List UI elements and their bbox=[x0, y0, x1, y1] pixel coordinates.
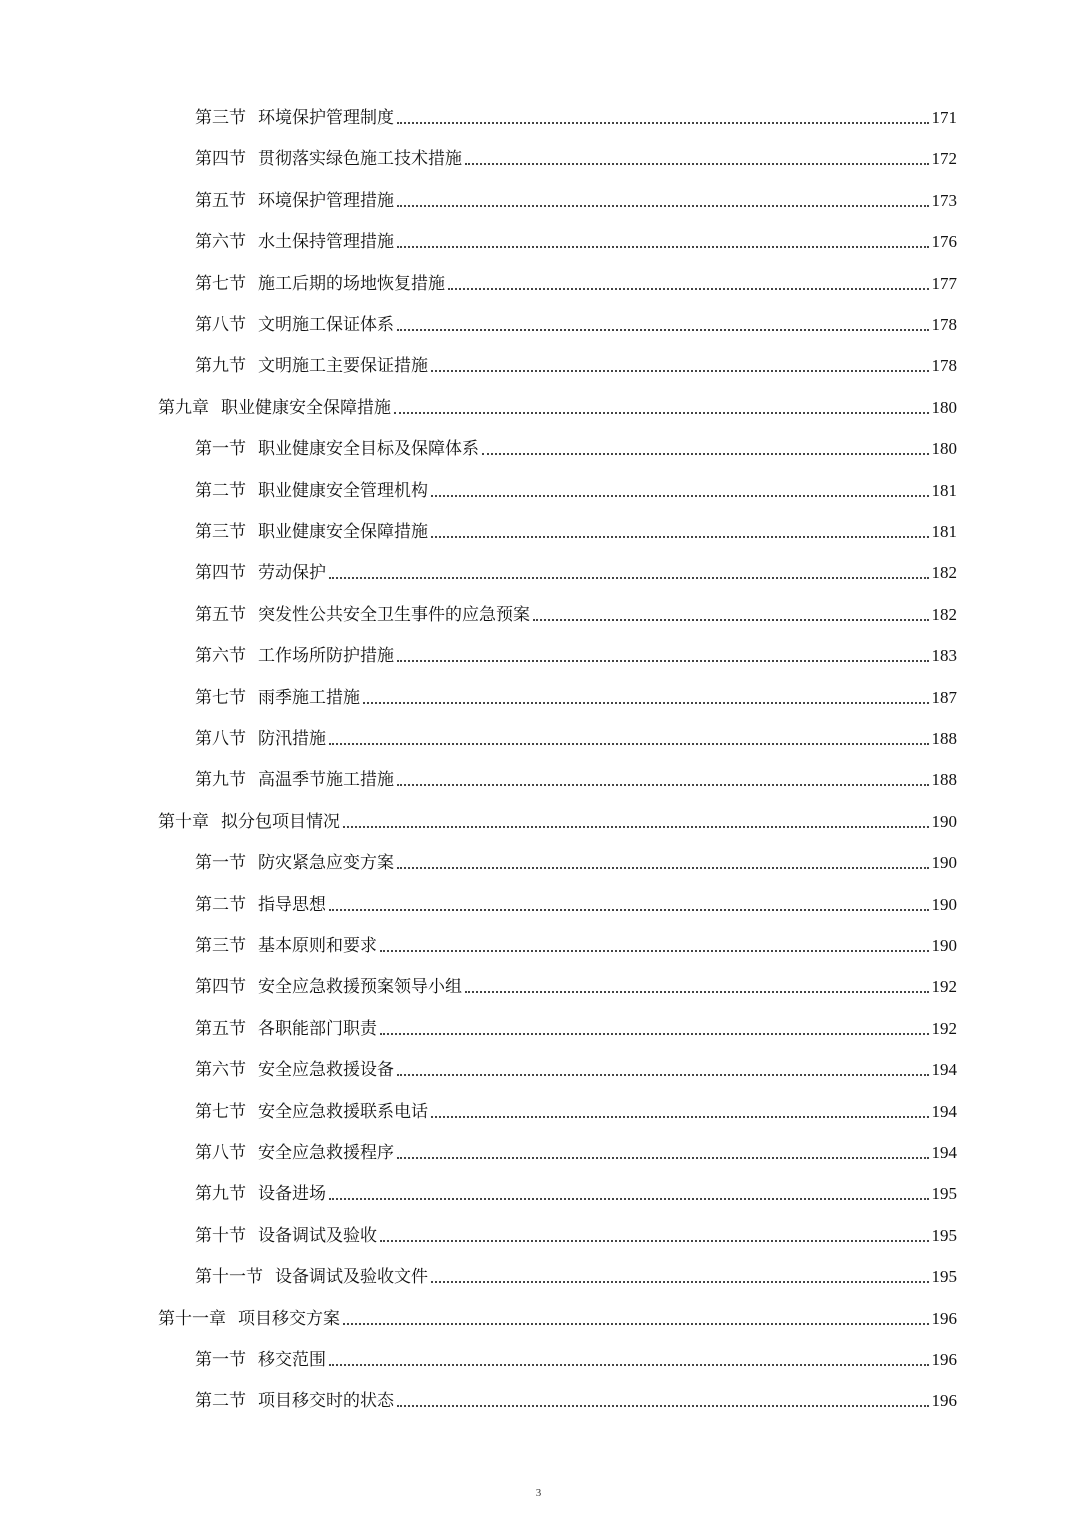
toc-entry-page: 192 bbox=[931, 1018, 957, 1038]
toc-section-entry[interactable] bbox=[195, 1372, 957, 1412]
toc-dot-leader bbox=[465, 990, 929, 993]
toc-dot-leader bbox=[397, 1073, 929, 1076]
toc-entry-number: 第五节 bbox=[195, 1018, 246, 1039]
toc-entry-title: 设备进场 bbox=[258, 1184, 326, 1205]
toc-entry-number: 第四节 bbox=[195, 563, 246, 584]
toc-entry-page: 192 bbox=[931, 977, 957, 997]
toc-entry-title: 基本原则和要求 bbox=[258, 936, 377, 956]
toc-dot-leader bbox=[431, 1280, 929, 1283]
toc-entry-page: 194 bbox=[931, 1101, 957, 1121]
toc-section-entry[interactable] bbox=[195, 958, 957, 998]
toc-entry-number: 第十一章 bbox=[158, 1308, 226, 1329]
toc-section-entry[interactable] bbox=[195, 503, 957, 543]
toc-entry-page: 195 bbox=[931, 1267, 957, 1287]
toc-entry-title: 设备调试及验收 bbox=[258, 1225, 377, 1246]
toc-entry-title: 劳动保护 bbox=[258, 563, 326, 584]
toc-entry-number: 第一节 bbox=[195, 853, 246, 874]
toc-section-entry[interactable] bbox=[195, 917, 957, 957]
toc-dot-leader bbox=[465, 162, 929, 165]
toc-entry-page: 178 bbox=[931, 315, 957, 334]
toc-entry-title: 拟分包项目情况 bbox=[221, 811, 340, 832]
page-number: 3 bbox=[535, 1487, 542, 1499]
toc-dot-leader bbox=[431, 535, 929, 538]
toc-entry-number: 第四节 bbox=[195, 149, 246, 170]
toc-entry-page: 196 bbox=[931, 1350, 957, 1369]
toc-entry-page: 182 bbox=[931, 563, 957, 583]
toc-entry-title: 项目移交时的状态 bbox=[258, 1391, 394, 1412]
toc-dot-leader bbox=[380, 949, 929, 952]
toc-section-entry[interactable] bbox=[195, 586, 957, 626]
toc-entry-title: 职业健康安全保障措施 bbox=[258, 522, 428, 542]
toc-section-entry[interactable] bbox=[195, 1165, 957, 1205]
toc-entry-title: 安全应急救援联系电话 bbox=[258, 1101, 428, 1122]
toc-section-entry[interactable] bbox=[195, 876, 957, 916]
toc-dot-leader bbox=[380, 1239, 929, 1242]
toc-entry-title: 环境保护管理制度 bbox=[258, 108, 394, 128]
toc-entry-number: 第十一节 bbox=[195, 1267, 263, 1288]
toc-entry-title: 职业健康安全管理机构 bbox=[258, 480, 428, 501]
toc-entry-number: 第九节 bbox=[195, 356, 246, 377]
toc-entry-number: 第七节 bbox=[195, 687, 246, 708]
toc-dot-leader bbox=[394, 411, 929, 414]
toc-entry-number: 第九章 bbox=[158, 397, 209, 418]
toc-entry-title: 职业健康安全目标及保障体系 bbox=[258, 439, 479, 460]
toc-section-entry[interactable] bbox=[195, 1041, 957, 1081]
toc-entry-number: 第二节 bbox=[195, 894, 246, 915]
toc-section-entry[interactable] bbox=[195, 1248, 957, 1288]
toc-dot-leader bbox=[533, 618, 929, 621]
toc-entry-number: 第七节 bbox=[195, 273, 246, 294]
toc-entry-title: 设备调试及验收文件 bbox=[275, 1267, 428, 1288]
toc-section-entry[interactable] bbox=[195, 1000, 957, 1040]
toc-dot-leader bbox=[397, 659, 929, 662]
toc-section-entry[interactable] bbox=[195, 751, 957, 791]
toc-dot-leader bbox=[343, 1322, 929, 1325]
toc-entry-page: 194 bbox=[931, 1060, 957, 1080]
toc-entry-title: 文明施工主要保证措施 bbox=[258, 356, 428, 377]
toc-entry-page: 180 bbox=[931, 397, 957, 417]
toc-entry-title: 移交范围 bbox=[258, 1350, 326, 1370]
toc-entry-title: 环境保护管理措施 bbox=[258, 190, 394, 211]
toc-entry-title: 安全应急救援设备 bbox=[258, 1060, 394, 1081]
toc-dot-leader bbox=[397, 328, 929, 331]
toc-entry-title: 贯彻落实绿色施工技术措施 bbox=[258, 149, 462, 170]
toc-entry-page: 188 bbox=[931, 729, 957, 748]
toc-dot-leader bbox=[329, 742, 929, 745]
toc-entry-title: 文明施工保证体系 bbox=[258, 315, 394, 335]
toc-entry-page: 176 bbox=[931, 232, 957, 252]
toc-dot-leader bbox=[329, 1197, 929, 1200]
toc-dot-leader bbox=[431, 494, 929, 497]
toc-dot-leader bbox=[343, 825, 929, 828]
toc-section-entry[interactable] bbox=[195, 462, 957, 502]
toc-entry-page: 171 bbox=[931, 108, 957, 127]
toc-entry-number: 第十章 bbox=[158, 811, 209, 832]
toc-entry-title: 水土保持管理措施 bbox=[258, 232, 394, 253]
toc-dot-leader bbox=[448, 287, 929, 290]
toc-section-entry[interactable] bbox=[195, 669, 957, 709]
toc-entry-page: 178 bbox=[931, 356, 957, 376]
toc-dot-leader bbox=[363, 701, 929, 704]
toc-dot-leader bbox=[482, 452, 929, 455]
toc-entry-page: 190 bbox=[931, 853, 957, 873]
toc-entry-number: 第八节 bbox=[195, 729, 246, 749]
toc-section-entry[interactable] bbox=[195, 130, 957, 170]
toc-entry-title: 职业健康安全保障措施 bbox=[221, 397, 391, 418]
toc-entry-page: 183 bbox=[931, 646, 957, 666]
toc-entry-page: 172 bbox=[931, 149, 957, 169]
toc-dot-leader bbox=[397, 204, 929, 207]
toc-chapter-entry[interactable] bbox=[158, 793, 957, 833]
toc-entry-title: 雨季施工措施 bbox=[258, 687, 360, 708]
toc-dot-leader bbox=[380, 1032, 929, 1035]
toc-entry-number: 第一节 bbox=[195, 439, 246, 460]
toc-section-entry[interactable] bbox=[195, 834, 957, 874]
toc-entry-page: 190 bbox=[931, 894, 957, 914]
toc-entry-page: 190 bbox=[931, 936, 957, 955]
toc-entry-number: 第三节 bbox=[195, 936, 246, 956]
toc-entry-title: 安全应急救援程序 bbox=[258, 1143, 394, 1163]
toc-entry-title: 突发性公共安全卫生事件的应急预案 bbox=[258, 604, 530, 625]
toc-entry-number: 第五节 bbox=[195, 604, 246, 625]
toc-section-entry[interactable] bbox=[195, 172, 957, 212]
toc-entry-page: 177 bbox=[931, 273, 957, 293]
toc-section-entry[interactable] bbox=[195, 255, 957, 295]
toc-entry-page: 182 bbox=[931, 604, 957, 624]
toc-entry-page: 187 bbox=[931, 687, 957, 707]
toc-section-entry[interactable] bbox=[195, 1331, 957, 1371]
toc-entry-title: 施工后期的场地恢复措施 bbox=[258, 273, 445, 294]
toc-entry-page: 180 bbox=[931, 439, 957, 459]
toc-section-entry[interactable] bbox=[195, 1207, 957, 1247]
toc-chapter-entry[interactable] bbox=[158, 1290, 957, 1330]
toc-entry-number: 第九节 bbox=[195, 770, 246, 791]
toc-entry-number: 第二节 bbox=[195, 1391, 246, 1412]
toc-entry-title: 工作场所防护措施 bbox=[258, 646, 394, 667]
toc-entry-number: 第八节 bbox=[195, 1143, 246, 1163]
toc-entry-number: 第六节 bbox=[195, 232, 246, 253]
toc-entry-title: 防灾紧急应变方案 bbox=[258, 853, 394, 874]
toc-entry-number: 第八节 bbox=[195, 315, 246, 335]
toc-entry-number: 第六节 bbox=[195, 646, 246, 667]
toc-section-entry[interactable] bbox=[195, 1083, 957, 1123]
toc-dot-leader bbox=[397, 1404, 929, 1407]
toc-dot-leader bbox=[397, 866, 929, 869]
toc-dot-leader bbox=[329, 1363, 929, 1366]
toc-section-entry[interactable] bbox=[195, 337, 957, 377]
toc-entry-title: 项目移交方案 bbox=[238, 1308, 340, 1329]
toc-dot-leader bbox=[329, 908, 929, 911]
toc-section-entry[interactable] bbox=[195, 296, 957, 336]
toc-entry-title: 防汛措施 bbox=[258, 729, 326, 749]
toc-section-entry[interactable] bbox=[195, 544, 957, 584]
toc-dot-leader bbox=[431, 369, 929, 372]
toc-entry-number: 第二节 bbox=[195, 480, 246, 501]
toc-dot-leader bbox=[397, 245, 929, 248]
toc-section-entry[interactable] bbox=[195, 213, 957, 253]
toc-entry-title: 指导思想 bbox=[258, 894, 326, 915]
toc-entry-number: 第一节 bbox=[195, 1350, 246, 1370]
toc-entry-number: 第五节 bbox=[195, 190, 246, 211]
toc-entry-page: 196 bbox=[931, 1391, 957, 1411]
toc-entry-number: 第三节 bbox=[195, 522, 246, 542]
toc-entry-number: 第九节 bbox=[195, 1184, 246, 1205]
toc-entry-page: 190 bbox=[931, 811, 957, 831]
toc-chapter-entry[interactable] bbox=[158, 379, 957, 419]
toc-dot-leader bbox=[431, 1115, 929, 1118]
toc-entry-page: 196 bbox=[931, 1308, 957, 1328]
toc-entry-page: 188 bbox=[931, 770, 957, 790]
toc-dot-leader bbox=[397, 1156, 929, 1159]
toc-dot-leader bbox=[397, 121, 929, 124]
toc-dot-leader bbox=[329, 576, 929, 579]
toc-entry-number: 第三节 bbox=[195, 108, 246, 128]
toc-entry-title: 高温季节施工措施 bbox=[258, 770, 394, 791]
toc-section-entry[interactable] bbox=[195, 420, 957, 460]
toc-entry-page: 195 bbox=[931, 1225, 957, 1245]
toc-section-entry[interactable] bbox=[195, 89, 957, 129]
toc-dot-leader bbox=[397, 783, 929, 786]
toc-entry-number: 第六节 bbox=[195, 1060, 246, 1081]
toc-entry-page: 173 bbox=[931, 190, 957, 210]
toc-entry-title: 各职能部门职责 bbox=[258, 1018, 377, 1039]
toc-entry-number: 第七节 bbox=[195, 1101, 246, 1122]
toc-entry-page: 195 bbox=[931, 1184, 957, 1204]
toc-entry-page: 181 bbox=[931, 522, 957, 541]
toc-entry-number: 第十节 bbox=[195, 1225, 246, 1246]
toc-entry-page: 194 bbox=[931, 1143, 957, 1162]
toc-entry-number: 第四节 bbox=[195, 977, 246, 998]
toc-section-entry[interactable] bbox=[195, 710, 957, 750]
toc-section-entry[interactable] bbox=[195, 1124, 957, 1164]
toc-entry-page: 181 bbox=[931, 480, 957, 500]
toc-section-entry[interactable] bbox=[195, 627, 957, 667]
toc-entry-title: 安全应急救援预案领导小组 bbox=[258, 977, 462, 998]
